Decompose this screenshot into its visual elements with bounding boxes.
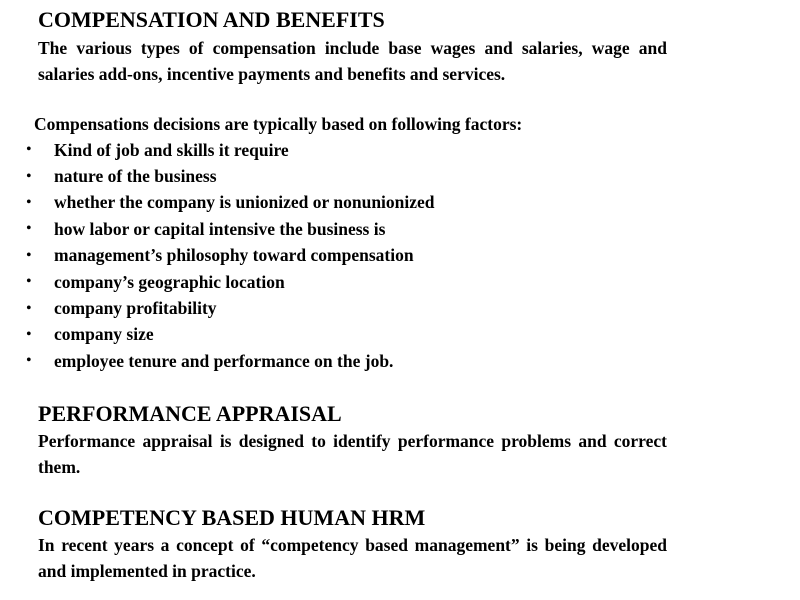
factor-list (26, 137, 435, 375)
list-item (26, 163, 435, 189)
factor-text: company size (54, 324, 154, 345)
factor-text: Kind of job and skills it require (54, 139, 289, 160)
factors-intro: Compensations decisions are typically based on following factors: (34, 114, 523, 134)
competency-paragraph: In recent years a concept of “competency based management” is being developed and implemented in practice. (38, 535, 667, 581)
factor-text: how labor or capital intensive the business is (54, 218, 386, 239)
factor-text: employee tenure and performance on the job. (54, 350, 394, 371)
list-item (26, 348, 435, 374)
list-item (26, 295, 435, 321)
factor-text: whether the company is unionized or nonunionized (54, 192, 435, 213)
bullet-icon: • (26, 299, 32, 317)
competency-heading: COMPETENCY BASED HUMAN HRM (38, 505, 426, 530)
list-item (26, 322, 435, 348)
performance-heading: PERFORMANCE APPRAISAL (38, 401, 342, 426)
bullet-icon: • (26, 352, 32, 370)
bullet-icon: • (26, 193, 32, 211)
compensation-paragraph: The various types of compensation include base wages and salaries, wage and salaries add-ons, incentive payments and benefits and services. (38, 38, 667, 84)
list-item (26, 190, 435, 216)
bullet-icon: • (26, 325, 32, 343)
list-item (26, 137, 435, 163)
bullet-icon: • (26, 220, 32, 238)
list-item (26, 216, 435, 242)
factor-text: company’s geographic location (54, 271, 285, 292)
factor-text: company profitability (54, 298, 217, 319)
bullet-icon: • (26, 167, 32, 185)
factor-text: nature of the business (54, 166, 217, 187)
bullet-icon: • (26, 246, 32, 264)
list-item (26, 243, 435, 269)
compensation-heading: COMPENSATION AND BENEFITS (38, 7, 385, 32)
performance-paragraph: Performance appraisal is designed to identify performance problems and correct them. (38, 431, 667, 477)
bullet-icon: • (26, 273, 32, 291)
list-item (26, 269, 435, 295)
factor-text: management’s philosophy toward compensation (54, 245, 414, 266)
bullet-icon: • (26, 141, 32, 159)
